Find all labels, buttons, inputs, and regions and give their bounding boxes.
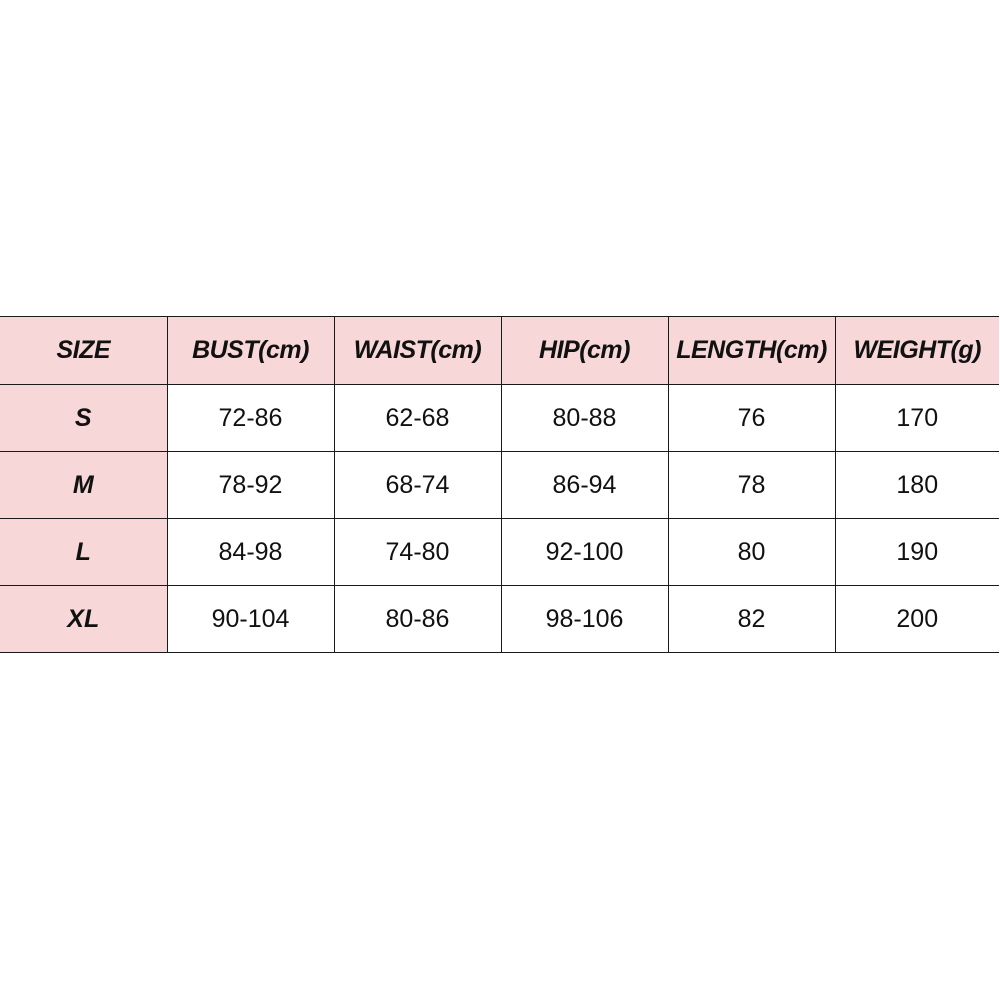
header-weight: WEIGHT(g) (835, 317, 999, 385)
waist-cell: 62-68 (334, 385, 501, 452)
weight-cell: 190 (835, 519, 999, 586)
table-row (0, 519, 999, 586)
header-waist: WAIST(cm) (334, 317, 501, 385)
size-cell: XL (0, 586, 167, 653)
table-row (0, 385, 999, 452)
hip-cell: 80-88 (501, 385, 668, 452)
waist-cell: 68-74 (334, 452, 501, 519)
length-cell: 80 (668, 519, 835, 586)
hip-cell: 98-106 (501, 586, 668, 653)
header-length: LENGTH(cm) (668, 317, 835, 385)
table-header-row (0, 317, 999, 385)
size-chart-table (0, 316, 999, 653)
bust-cell: 84-98 (167, 519, 334, 586)
length-cell: 76 (668, 385, 835, 452)
table-row (0, 452, 999, 519)
hip-cell: 92-100 (501, 519, 668, 586)
waist-cell: 74-80 (334, 519, 501, 586)
length-cell: 82 (668, 586, 835, 653)
weight-cell: 180 (835, 452, 999, 519)
bust-cell: 78-92 (167, 452, 334, 519)
weight-cell: 200 (835, 586, 999, 653)
header-hip: HIP(cm) (501, 317, 668, 385)
bust-cell: 72-86 (167, 385, 334, 452)
size-cell: S (0, 385, 167, 452)
size-cell: L (0, 519, 167, 586)
bust-cell: 90-104 (167, 586, 334, 653)
header-size: SIZE (0, 317, 167, 385)
hip-cell: 86-94 (501, 452, 668, 519)
table-row (0, 586, 999, 653)
weight-cell: 170 (835, 385, 999, 452)
size-cell: M (0, 452, 167, 519)
waist-cell: 80-86 (334, 586, 501, 653)
length-cell: 78 (668, 452, 835, 519)
header-bust: BUST(cm) (167, 317, 334, 385)
